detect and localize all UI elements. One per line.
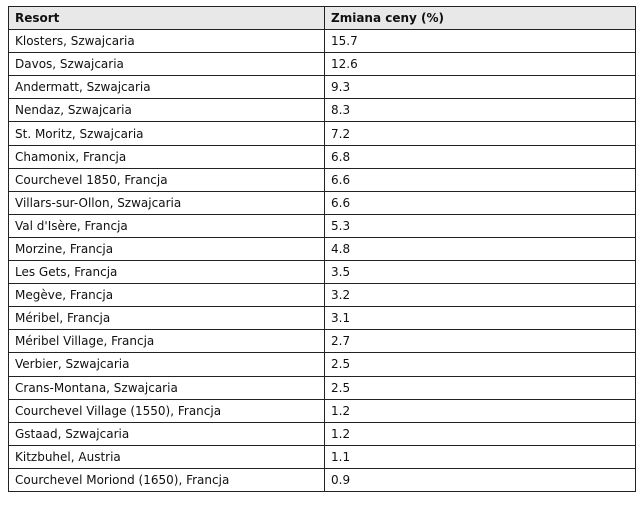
- table-row: [9, 76, 636, 99]
- cell-price-change: 9.3: [325, 76, 636, 99]
- table-row: [9, 376, 636, 399]
- cell-resort: Nendaz, Szwajcaria: [9, 99, 325, 122]
- table-row: [9, 191, 636, 214]
- table-body: [9, 30, 636, 492]
- cell-price-change: 5.3: [325, 214, 636, 237]
- cell-resort: Kitzbuhel, Austria: [9, 445, 325, 468]
- table-row: [9, 307, 636, 330]
- table-row: [9, 330, 636, 353]
- table-row: [9, 30, 636, 53]
- header-price-change: Zmiana ceny (%): [325, 7, 636, 30]
- table-row: [9, 261, 636, 284]
- table-row: [9, 53, 636, 76]
- table-header-row: [9, 7, 636, 30]
- cell-resort: Les Gets, Francja: [9, 261, 325, 284]
- cell-resort: Gstaad, Szwajcaria: [9, 422, 325, 445]
- cell-resort: Val d'Isère, Francja: [9, 214, 325, 237]
- price-change-table-container: [8, 6, 636, 492]
- cell-resort: Méribel Village, Francja: [9, 330, 325, 353]
- table-row: [9, 145, 636, 168]
- table-row: [9, 99, 636, 122]
- cell-price-change: 0.9: [325, 468, 636, 491]
- table-row: [9, 122, 636, 145]
- cell-price-change: 1.2: [325, 399, 636, 422]
- cell-resort: Courchevel Moriond (1650), Francja: [9, 468, 325, 491]
- table-row: [9, 468, 636, 491]
- cell-resort: Méribel, Francja: [9, 307, 325, 330]
- cell-price-change: 6.8: [325, 145, 636, 168]
- cell-price-change: 12.6: [325, 53, 636, 76]
- cell-resort: Courchevel 1850, Francja: [9, 168, 325, 191]
- table-row: [9, 284, 636, 307]
- table-row: [9, 214, 636, 237]
- cell-resort: Crans-Montana, Szwajcaria: [9, 376, 325, 399]
- cell-price-change: 6.6: [325, 191, 636, 214]
- cell-price-change: 7.2: [325, 122, 636, 145]
- table-row: [9, 445, 636, 468]
- cell-price-change: 3.1: [325, 307, 636, 330]
- cell-price-change: 6.6: [325, 168, 636, 191]
- cell-resort: Chamonix, Francja: [9, 145, 325, 168]
- table-row: [9, 168, 636, 191]
- cell-resort: Villars-sur-Ollon, Szwajcaria: [9, 191, 325, 214]
- table-row: [9, 399, 636, 422]
- cell-price-change: 1.2: [325, 422, 636, 445]
- cell-price-change: 15.7: [325, 30, 636, 53]
- price-change-table: [8, 6, 636, 492]
- cell-resort: Megève, Francja: [9, 284, 325, 307]
- cell-price-change: 3.5: [325, 261, 636, 284]
- cell-resort: Davos, Szwajcaria: [9, 53, 325, 76]
- cell-resort: Andermatt, Szwajcaria: [9, 76, 325, 99]
- cell-price-change: 2.7: [325, 330, 636, 353]
- cell-price-change: 2.5: [325, 376, 636, 399]
- table-row: [9, 353, 636, 376]
- table-row: [9, 237, 636, 260]
- cell-price-change: 8.3: [325, 99, 636, 122]
- cell-resort: Klosters, Szwajcaria: [9, 30, 325, 53]
- table-row: [9, 422, 636, 445]
- cell-resort: St. Moritz, Szwajcaria: [9, 122, 325, 145]
- cell-price-change: 1.1: [325, 445, 636, 468]
- cell-price-change: 3.2: [325, 284, 636, 307]
- cell-resort: Morzine, Francja: [9, 237, 325, 260]
- cell-price-change: 2.5: [325, 353, 636, 376]
- cell-resort: Verbier, Szwajcaria: [9, 353, 325, 376]
- cell-resort: Courchevel Village (1550), Francja: [9, 399, 325, 422]
- cell-price-change: 4.8: [325, 237, 636, 260]
- header-resort: Resort: [9, 7, 325, 30]
